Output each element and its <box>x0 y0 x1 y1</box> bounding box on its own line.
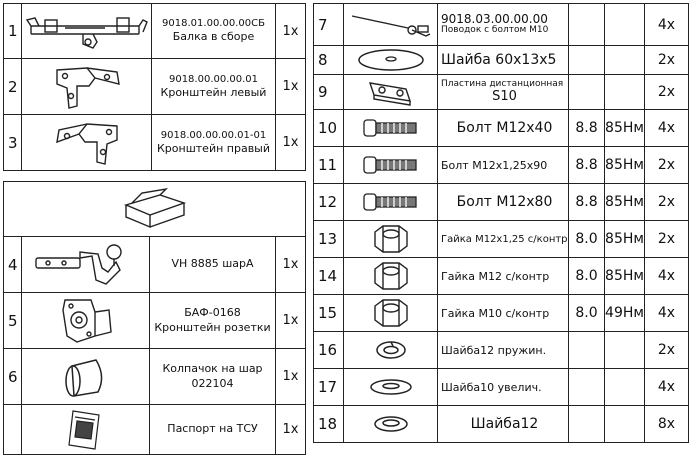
table-row <box>4 4 306 59</box>
row-number: 5 <box>4 293 22 349</box>
part-code: 9018.01.00.00.00СБ <box>162 18 265 30</box>
part-description: Болт М12х1,25х90 <box>438 147 569 184</box>
tightening-torque <box>605 406 645 443</box>
fasteners-table <box>313 3 689 443</box>
tightening-torque: 85Нм <box>605 147 645 184</box>
row-number: 3 <box>4 115 22 171</box>
large-washer-icon <box>344 46 438 75</box>
row-number: 8 <box>314 46 344 75</box>
table-row <box>4 293 306 349</box>
bolt-icon <box>344 184 438 221</box>
tightening-torque: 85Нм <box>605 184 645 221</box>
part-description: Гайка М10 с/контр <box>438 295 569 332</box>
strength-class <box>569 46 605 75</box>
part-quantity: 4х <box>645 369 689 406</box>
part-quantity: 1х <box>276 4 306 59</box>
part-description <box>150 405 276 455</box>
row-number <box>4 405 22 455</box>
part-description <box>152 4 276 59</box>
part-description <box>152 59 276 115</box>
strength-class <box>569 332 605 369</box>
part-name: Поводок с болтом М10 <box>441 25 549 36</box>
table-row <box>4 115 306 171</box>
strength-class <box>569 4 605 46</box>
part-quantity: 2х <box>645 332 689 369</box>
part-description: Шайба 60х13х5 <box>438 46 569 75</box>
part-quantity: 2х <box>645 184 689 221</box>
tightening-torque: 85Нм <box>605 110 645 147</box>
part-code: БАФ-0168 <box>184 306 241 320</box>
part-description: Гайка М12х1,25 с/контр <box>438 221 569 258</box>
table-row <box>314 295 689 332</box>
part-description: Болт М12х80 <box>438 184 569 221</box>
part-description <box>150 237 276 293</box>
table-row <box>314 4 689 46</box>
tow-beam-icon <box>22 4 152 59</box>
part-quantity: 2х <box>645 46 689 75</box>
socket-bracket-icon <box>22 293 150 349</box>
table-row <box>314 406 689 443</box>
part-description: Шайба10 увелич. <box>438 369 569 406</box>
part-name: Кронштейн левый <box>160 85 267 99</box>
part-description <box>152 115 276 171</box>
part-quantity: 4х <box>645 4 689 46</box>
part-quantity: 1х <box>276 405 306 455</box>
row-number: 14 <box>314 258 344 295</box>
part-name: VH 8885 шарА <box>171 257 254 271</box>
table-row <box>4 237 306 293</box>
tow-ball-icon <box>22 237 150 293</box>
part-name: Паспорт на ТСУ <box>167 422 258 436</box>
part-quantity: 1х <box>276 237 306 293</box>
row-number: 17 <box>314 369 344 406</box>
part-quantity: 2х <box>645 75 689 110</box>
bolt-icon <box>344 110 438 147</box>
part-quantity: 1х <box>276 293 306 349</box>
nut-icon <box>344 221 438 258</box>
strength-class: 8.8 <box>569 110 605 147</box>
ball-cap-icon <box>22 349 150 405</box>
row-number: 18 <box>314 406 344 443</box>
row-number: 4 <box>4 237 22 293</box>
part-name: Кронштейн правый <box>156 141 271 155</box>
table-row <box>314 369 689 406</box>
part-description: Шайба12 <box>438 406 569 443</box>
part-description: Гайка М12 с/контр <box>438 258 569 295</box>
row-number: 15 <box>314 295 344 332</box>
part-code: 022104 <box>191 376 234 390</box>
part-quantity: 1х <box>276 59 306 115</box>
strength-class: 8.8 <box>569 184 605 221</box>
tightening-torque <box>605 369 645 406</box>
part-code: 9018.00.00.00.01 <box>168 73 259 85</box>
strength-class <box>569 369 605 406</box>
tightening-torque: 49Нм <box>605 295 645 332</box>
spacer-plate-icon <box>344 75 438 110</box>
row-number: 9 <box>314 75 344 110</box>
strength-class: 8.8 <box>569 147 605 184</box>
left-bracket-icon <box>22 59 152 115</box>
part-name: Колпачок на шар <box>162 362 263 376</box>
parts-table-kit <box>3 181 306 455</box>
part-quantity: 4х <box>645 110 689 147</box>
table-row <box>314 75 689 110</box>
table-row <box>314 184 689 221</box>
table-row <box>4 59 306 115</box>
tightening-torque: 85Нм <box>605 221 645 258</box>
row-number: 2 <box>4 59 22 115</box>
part-description <box>150 293 276 349</box>
part-size: S10 <box>492 89 517 105</box>
row-number: 16 <box>314 332 344 369</box>
part-quantity: 4х <box>645 295 689 332</box>
tightening-torque <box>605 332 645 369</box>
part-name: Кронштейн розетки <box>154 320 271 334</box>
part-description: Шайба12 пружин. <box>438 332 569 369</box>
tightening-torque <box>605 75 645 110</box>
part-description <box>438 4 569 46</box>
strength-class <box>569 406 605 443</box>
box-icon <box>4 182 306 237</box>
part-description <box>438 75 569 110</box>
table-row <box>314 258 689 295</box>
part-quantity: 4х <box>645 258 689 295</box>
strength-class: 8.0 <box>569 258 605 295</box>
spring-washer-icon <box>344 332 438 369</box>
strength-class <box>569 75 605 110</box>
parts-table-main <box>3 3 306 171</box>
part-quantity: 1х <box>276 349 306 405</box>
row-number: 7 <box>314 4 344 46</box>
right-bracket-icon <box>22 115 152 171</box>
part-quantity: 2х <box>645 147 689 184</box>
table-row <box>4 405 306 455</box>
part-description: Болт М12х40 <box>438 110 569 147</box>
row-number: 12 <box>314 184 344 221</box>
nut-icon <box>344 258 438 295</box>
cable-bolt-icon <box>344 4 438 46</box>
wide-washer-icon <box>344 369 438 406</box>
kit-header-row <box>4 182 306 237</box>
table-row <box>4 349 306 405</box>
washer-icon <box>344 406 438 443</box>
table-row <box>314 110 689 147</box>
part-code: 9018.00.00.00.01-01 <box>160 129 267 141</box>
row-number: 11 <box>314 147 344 184</box>
tightening-torque <box>605 46 645 75</box>
part-code: 9018.03.00.00.00 <box>441 11 548 26</box>
part-quantity: 2х <box>645 221 689 258</box>
table-row <box>314 46 689 75</box>
part-quantity: 8х <box>645 406 689 443</box>
part-quantity: 1х <box>276 115 306 171</box>
nut-icon <box>344 295 438 332</box>
row-number: 10 <box>314 110 344 147</box>
passport-icon <box>22 405 150 455</box>
row-number: 6 <box>4 349 22 405</box>
part-name: Пластина дистанционная <box>441 78 564 89</box>
strength-class: 8.0 <box>569 221 605 258</box>
part-name: Балка в сборе <box>172 30 255 44</box>
tightening-torque: 85Нм <box>605 258 645 295</box>
part-description <box>150 349 276 405</box>
tightening-torque <box>605 4 645 46</box>
table-row <box>314 332 689 369</box>
table-row <box>314 147 689 184</box>
strength-class: 8.0 <box>569 295 605 332</box>
row-number: 1 <box>4 4 22 59</box>
bolt-icon <box>344 147 438 184</box>
table-row <box>314 221 689 258</box>
row-number: 13 <box>314 221 344 258</box>
